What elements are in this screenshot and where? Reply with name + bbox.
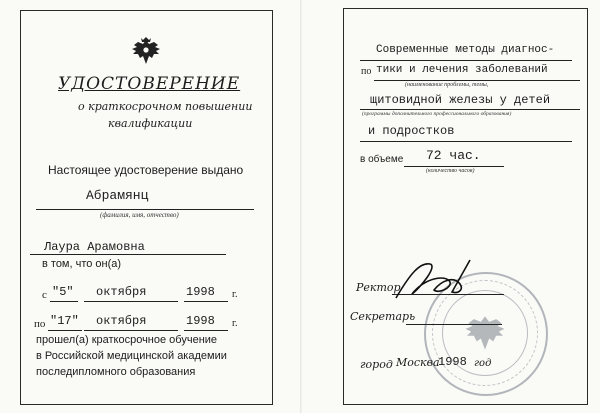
topic-prefix: по <box>361 66 372 77</box>
year-value: 1998 <box>438 355 467 369</box>
secretary-label: Секретарь <box>350 310 416 323</box>
in-that-text: в том, что он(а) <box>42 258 122 270</box>
completed-line-2: в Российской медицинской академии <box>36 350 227 362</box>
from-day-underline <box>50 301 78 302</box>
topic-caption-1: (наименование проблемы, темы, <box>405 82 489 88</box>
topic-line-1: Современные методы диагнос- <box>376 44 555 56</box>
to-month-underline <box>84 330 178 331</box>
topic-line-3: щитовидной железы у детей <box>370 93 551 107</box>
topic-line-2-underline <box>374 80 580 81</box>
name-underline <box>30 254 226 255</box>
surname-underline <box>36 209 254 210</box>
topic-line-1-underline <box>360 60 572 61</box>
completed-line-1: прошел(а) краткосрочное обучение <box>36 334 218 346</box>
volume-prefix: в объеме <box>360 154 404 165</box>
volume-underline <box>404 166 504 167</box>
double-headed-eagle-emblem <box>128 36 164 68</box>
to-day-underline <box>48 330 82 331</box>
surname-caption: (фамилия, имя, отчество) <box>100 211 179 219</box>
from-month-underline <box>84 301 178 302</box>
from-prefix: с <box>42 289 47 301</box>
completed-line-3: последипломного образования <box>36 366 196 378</box>
rector-signature <box>390 254 480 306</box>
topic-line-4-underline <box>360 141 572 142</box>
certificate-title: УДОСТОВЕРЕНИЕ <box>58 74 241 94</box>
from-day: "5" <box>52 285 74 299</box>
to-month: октября <box>96 314 147 328</box>
to-year-underline <box>184 330 228 331</box>
issued-text: Настоящее удостоверение выдано <box>48 163 244 177</box>
seal-eagle-icon <box>460 310 510 356</box>
subtitle-line-2: квалификации <box>108 117 193 130</box>
volume-caption: (количество часов) <box>426 168 475 174</box>
volume-value: 72 час. <box>426 148 481 163</box>
topic-line-3-underline <box>360 109 580 110</box>
to-year: 1998 <box>186 314 215 328</box>
city-value: Москва <box>396 356 440 369</box>
to-year-suffix: г. <box>232 318 238 329</box>
subtitle-line-1: о краткосрочном повышении <box>78 100 253 113</box>
from-year-suffix: г. <box>232 289 238 300</box>
topic-caption-2: (программы дополнительного профессионального образования) <box>362 111 512 117</box>
topic-line-4: и подростков <box>368 124 455 138</box>
from-year-underline <box>184 301 228 302</box>
to-day: "17" <box>50 314 79 328</box>
from-month: октября <box>96 285 147 299</box>
center-fold <box>300 0 302 413</box>
from-year: 1998 <box>186 285 215 299</box>
to-prefix: по <box>34 318 46 330</box>
year-suffix: год <box>474 358 492 369</box>
topic-line-2: тики и лечения заболеваний <box>376 64 548 76</box>
rector-label: Ректор <box>356 281 401 294</box>
city-label: город <box>360 358 393 371</box>
secretary-signature-line <box>406 324 502 325</box>
name-patronymic-value: Лаура Арамовна <box>44 240 145 254</box>
surname-value: Абрамянц <box>86 188 149 203</box>
